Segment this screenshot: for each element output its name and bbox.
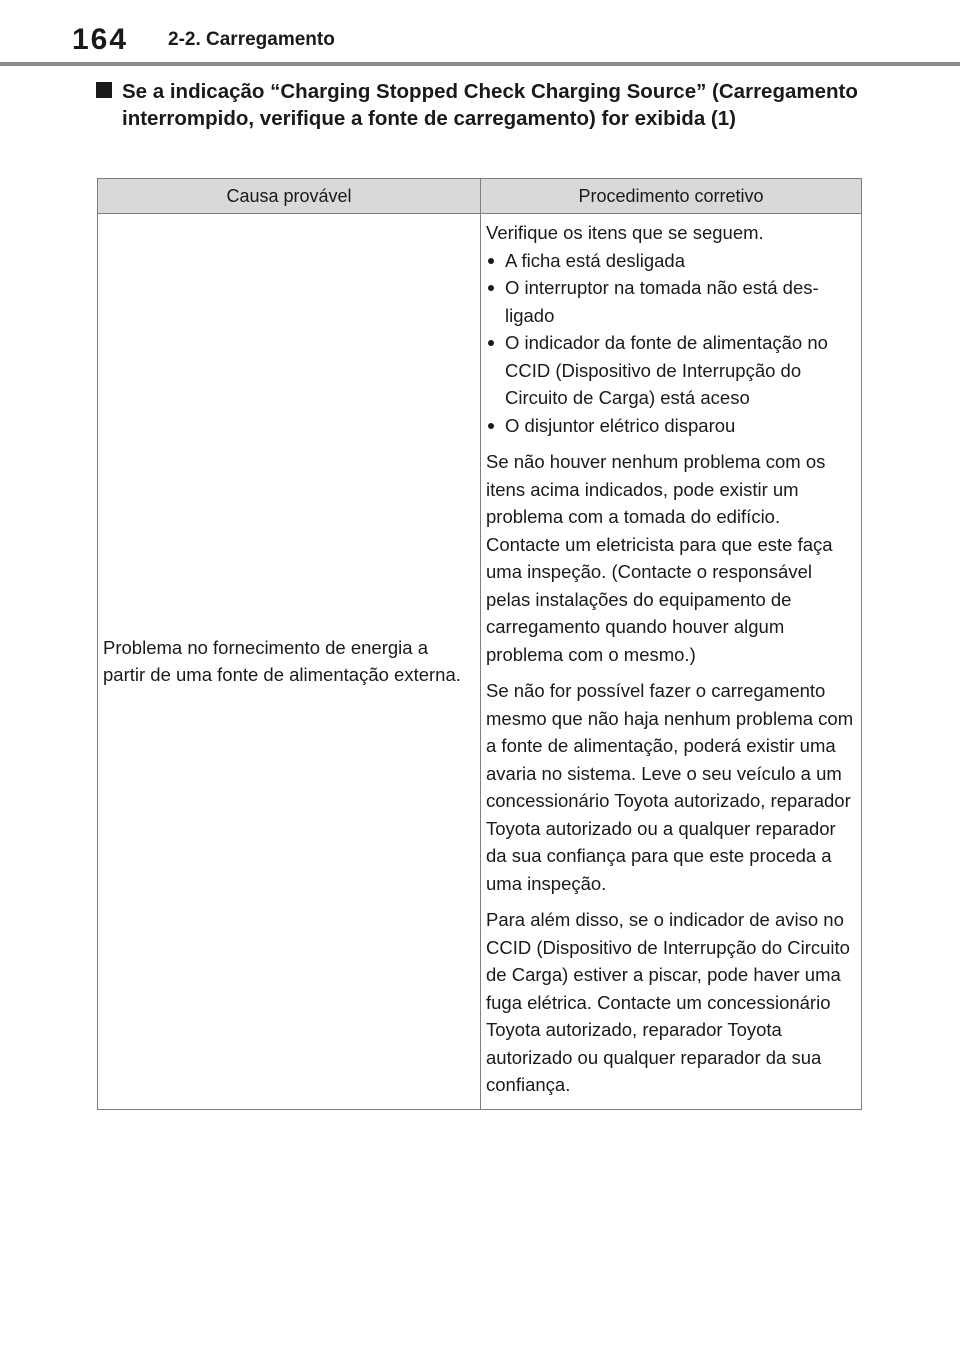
square-bullet-icon xyxy=(96,82,112,98)
bullet-dot-icon xyxy=(488,340,494,346)
table-row xyxy=(98,214,862,1110)
header-cause: Causa provável xyxy=(98,179,481,214)
check-list xyxy=(486,247,855,440)
page-header xyxy=(0,0,960,70)
list-item xyxy=(486,329,855,412)
list-item-text: O interruptor na tomada não está desligado xyxy=(505,277,819,326)
list-item-text: O disjuntor elétrico disparou xyxy=(505,414,736,436)
list-item-text: A ficha está desligada xyxy=(505,249,685,271)
procedure-paragraph: Se não for possível fazer o carregamento mesmo que não haja nenhum problema com a fonte de alimentação, poderá existir uma avaria no sistema. Leve o seu veículo a um concessionário Toyota autorizado, reparador Toyota autorizado ou a qualquer reparador da sua confiança para que este proceda a uma inspeção. xyxy=(486,680,854,894)
bullet-dot-icon xyxy=(488,285,494,291)
page-number: 164 xyxy=(72,23,129,56)
procedure-cell xyxy=(481,214,862,1110)
subsection-heading xyxy=(96,78,866,132)
procedure-paragraph: Para além disso, se o indicador de aviso no CCID (Dispositivo de Interrupção do Circuito de Carga) estiver a piscar, pode haver uma fuga elétrica. Contacte um concessionário Toyota autorizado, reparador Toyota autorizado ou qualquer reparador da sua confiança. xyxy=(486,909,850,1095)
header-divider xyxy=(0,62,960,66)
table-header-row xyxy=(98,179,862,214)
header-procedure: Procedimento corretivo xyxy=(481,179,862,214)
procedure-paragraph: Se não houver nenhum problema com os itens acima indicados, pode existir um problema com a tomada do edifício. Contacte um eletricista para que este faça uma inspeção. (Contacte o responsável pelas instalações do equipamento de carregamento quando houver algum problema com o mesmo.) xyxy=(486,451,833,665)
subsection-heading-text: Se a indicação “Charging Stopped Check Charging Source” (Carregamento interrompido, verifique a fonte de carregamento) for exibida (1) xyxy=(122,80,858,130)
cause-cell: Problema no fornecimento de energia a partir de uma fonte de alimentação externa. xyxy=(98,214,481,1110)
section-title: 2-2. Carregamento xyxy=(168,29,335,50)
troubleshooting-table xyxy=(97,178,862,1110)
procedure-intro: Verifique os itens que se seguem. xyxy=(486,222,764,243)
list-item xyxy=(486,247,855,275)
list-item-text: O indicador da fonte de alimentação no CCID (Dispositivo de Interrupção do Circuito de Carga) está aceso xyxy=(505,332,828,408)
bullet-dot-icon xyxy=(488,423,494,429)
list-item xyxy=(486,412,855,440)
bullet-dot-icon xyxy=(488,258,494,264)
list-item xyxy=(486,274,855,329)
